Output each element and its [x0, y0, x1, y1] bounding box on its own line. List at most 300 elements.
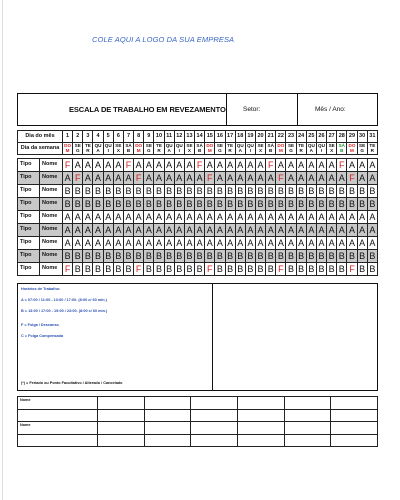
shift-code-cell[interactable]: A: [205, 224, 215, 237]
shift-code-cell[interactable]: B: [63, 250, 73, 263]
shift-code-cell[interactable]: A: [205, 159, 215, 172]
shift-code-cell[interactable]: A: [154, 172, 164, 185]
shift-code-cell[interactable]: B: [276, 185, 286, 198]
shift-code-cell[interactable]: A: [113, 172, 123, 185]
shift-code-cell[interactable]: B: [255, 198, 265, 211]
shift-code-cell[interactable]: B: [134, 185, 144, 198]
employee-name[interactable]: Nome: [40, 237, 63, 250]
shift-code-cell[interactable]: A: [103, 172, 113, 185]
shift-code-cell[interactable]: B: [63, 185, 73, 198]
shift-code-cell[interactable]: B: [123, 250, 133, 263]
shift-code-cell[interactable]: B: [337, 198, 347, 211]
shift-code-cell[interactable]: B: [347, 185, 357, 198]
shift-code-cell[interactable]: F: [347, 263, 357, 276]
shift-code-cell[interactable]: A: [154, 237, 164, 250]
shift-code-cell[interactable]: B: [245, 250, 255, 263]
employee-type[interactable]: Tipo: [18, 198, 40, 211]
shift-code-cell[interactable]: B: [327, 263, 337, 276]
signature-cell[interactable]: [284, 410, 331, 422]
shift-code-cell[interactable]: A: [184, 224, 194, 237]
shift-code-cell[interactable]: A: [93, 237, 103, 250]
shift-code-cell[interactable]: A: [103, 211, 113, 224]
shift-code-cell[interactable]: B: [103, 185, 113, 198]
shift-code-cell[interactable]: B: [113, 185, 123, 198]
shift-code-cell[interactable]: A: [63, 172, 73, 185]
shift-code-cell[interactable]: B: [215, 185, 225, 198]
shift-code-cell[interactable]: B: [164, 263, 174, 276]
shift-code-cell[interactable]: A: [83, 172, 93, 185]
shift-code-cell[interactable]: F: [73, 172, 83, 185]
shift-code-cell[interactable]: A: [347, 237, 357, 250]
signature-cell[interactable]: [98, 410, 145, 422]
shift-code-cell[interactable]: A: [164, 172, 174, 185]
shift-code-cell[interactable]: B: [184, 185, 194, 198]
shift-code-cell[interactable]: B: [93, 185, 103, 198]
shift-code-cell[interactable]: B: [195, 198, 205, 211]
shift-code-cell[interactable]: B: [225, 185, 235, 198]
signature-cell[interactable]: [144, 422, 191, 435]
signature-cell[interactable]: [98, 435, 145, 447]
shift-code-cell[interactable]: A: [266, 237, 276, 250]
signature-cell[interactable]: [284, 435, 331, 447]
shift-code-cell[interactable]: A: [83, 224, 93, 237]
shift-code-cell[interactable]: A: [327, 159, 337, 172]
shift-code-cell[interactable]: A: [113, 224, 123, 237]
shift-code-cell[interactable]: B: [123, 198, 133, 211]
shift-code-cell[interactable]: B: [286, 250, 296, 263]
shift-code-cell[interactable]: A: [195, 211, 205, 224]
shift-code-cell[interactable]: A: [103, 159, 113, 172]
shift-code-cell[interactable]: B: [276, 250, 286, 263]
shift-code-cell[interactable]: B: [174, 263, 184, 276]
shift-code-cell[interactable]: A: [296, 211, 306, 224]
shift-code-cell[interactable]: A: [347, 211, 357, 224]
shift-code-cell[interactable]: B: [73, 198, 83, 211]
shift-code-cell[interactable]: B: [184, 250, 194, 263]
employee-type[interactable]: Tipo: [18, 172, 40, 185]
shift-code-cell[interactable]: A: [286, 211, 296, 224]
shift-code-cell[interactable]: A: [327, 172, 337, 185]
shift-code-cell[interactable]: B: [316, 250, 326, 263]
shift-code-cell[interactable]: B: [225, 250, 235, 263]
shift-code-cell[interactable]: A: [367, 159, 377, 172]
shift-code-cell[interactable]: A: [357, 237, 367, 250]
shift-code-cell[interactable]: A: [245, 211, 255, 224]
shift-code-cell[interactable]: A: [296, 224, 306, 237]
shift-code-cell[interactable]: B: [347, 198, 357, 211]
shift-code-cell[interactable]: B: [296, 198, 306, 211]
shift-code-cell[interactable]: A: [195, 237, 205, 250]
shift-code-cell[interactable]: B: [296, 263, 306, 276]
shift-code-cell[interactable]: B: [327, 198, 337, 211]
signature-cell[interactable]: [331, 422, 378, 435]
shift-code-cell[interactable]: B: [63, 198, 73, 211]
shift-code-cell[interactable]: B: [195, 185, 205, 198]
shift-code-cell[interactable]: A: [63, 224, 73, 237]
shift-code-cell[interactable]: A: [296, 237, 306, 250]
shift-code-cell[interactable]: A: [245, 172, 255, 185]
shift-code-cell[interactable]: A: [225, 224, 235, 237]
shift-code-cell[interactable]: A: [296, 172, 306, 185]
shift-code-cell[interactable]: B: [205, 198, 215, 211]
shift-code-cell[interactable]: F: [134, 172, 144, 185]
shift-code-cell[interactable]: A: [73, 224, 83, 237]
shift-code-cell[interactable]: B: [306, 198, 316, 211]
shift-code-cell[interactable]: A: [73, 237, 83, 250]
shift-code-cell[interactable]: A: [63, 237, 73, 250]
employee-type[interactable]: Tipo: [18, 211, 40, 224]
shift-code-cell[interactable]: A: [255, 237, 265, 250]
shift-code-cell[interactable]: F: [205, 172, 215, 185]
shift-code-cell[interactable]: A: [235, 237, 245, 250]
shift-code-cell[interactable]: A: [306, 172, 316, 185]
shift-code-cell[interactable]: A: [83, 211, 93, 224]
signature-cell[interactable]: [191, 422, 238, 435]
shift-code-cell[interactable]: A: [83, 237, 93, 250]
shift-code-cell[interactable]: A: [357, 159, 367, 172]
shift-code-cell[interactable]: B: [255, 185, 265, 198]
shift-code-cell[interactable]: A: [347, 159, 357, 172]
shift-code-cell[interactable]: A: [245, 237, 255, 250]
shift-code-cell[interactable]: B: [215, 250, 225, 263]
shift-code-cell[interactable]: B: [113, 250, 123, 263]
shift-code-cell[interactable]: B: [113, 198, 123, 211]
shift-code-cell[interactable]: A: [93, 172, 103, 185]
shift-code-cell[interactable]: A: [235, 172, 245, 185]
shift-code-cell[interactable]: B: [245, 198, 255, 211]
shift-code-cell[interactable]: A: [225, 237, 235, 250]
signature-cell[interactable]: [191, 410, 238, 422]
shift-code-cell[interactable]: B: [144, 198, 154, 211]
shift-code-cell[interactable]: B: [154, 198, 164, 211]
shift-code-cell[interactable]: A: [215, 159, 225, 172]
shift-code-cell[interactable]: A: [83, 159, 93, 172]
shift-code-cell[interactable]: A: [184, 211, 194, 224]
employee-name[interactable]: Nome: [40, 263, 63, 276]
shift-code-cell[interactable]: A: [195, 172, 205, 185]
shift-code-cell[interactable]: B: [367, 250, 377, 263]
shift-code-cell[interactable]: A: [316, 211, 326, 224]
shift-code-cell[interactable]: B: [266, 263, 276, 276]
shift-code-cell[interactable]: B: [73, 263, 83, 276]
signature-cell[interactable]: [191, 435, 238, 447]
shift-code-cell[interactable]: B: [164, 250, 174, 263]
shift-code-cell[interactable]: A: [296, 159, 306, 172]
shift-code-cell[interactable]: B: [134, 250, 144, 263]
shift-code-cell[interactable]: A: [327, 224, 337, 237]
shift-code-cell[interactable]: B: [296, 250, 306, 263]
signature-cell[interactable]: [18, 435, 98, 447]
shift-code-cell[interactable]: B: [286, 185, 296, 198]
shift-code-cell[interactable]: B: [357, 185, 367, 198]
shift-code-cell[interactable]: A: [123, 224, 133, 237]
shift-code-cell[interactable]: A: [113, 211, 123, 224]
signature-cell[interactable]: [18, 410, 98, 422]
shift-code-cell[interactable]: A: [255, 224, 265, 237]
signature-cell[interactable]: [191, 397, 238, 410]
shift-code-cell[interactable]: B: [245, 185, 255, 198]
shift-code-cell[interactable]: B: [184, 198, 194, 211]
shift-code-cell[interactable]: B: [195, 250, 205, 263]
shift-code-cell[interactable]: A: [367, 211, 377, 224]
shift-code-cell[interactable]: A: [154, 211, 164, 224]
shift-code-cell[interactable]: B: [327, 185, 337, 198]
shift-code-cell[interactable]: A: [286, 237, 296, 250]
shift-code-cell[interactable]: B: [235, 198, 245, 211]
shift-code-cell[interactable]: B: [337, 250, 347, 263]
shift-code-cell[interactable]: B: [195, 263, 205, 276]
signature-cell[interactable]: [331, 397, 378, 410]
shift-code-cell[interactable]: A: [215, 224, 225, 237]
signature-cell[interactable]: [98, 397, 145, 410]
shift-code-cell[interactable]: A: [113, 159, 123, 172]
signature-cell[interactable]: [237, 397, 284, 410]
shift-code-cell[interactable]: A: [367, 224, 377, 237]
shift-code-cell[interactable]: B: [367, 185, 377, 198]
shift-code-cell[interactable]: A: [276, 211, 286, 224]
shift-code-cell[interactable]: A: [245, 159, 255, 172]
shift-code-cell[interactable]: A: [174, 172, 184, 185]
shift-code-cell[interactable]: B: [215, 198, 225, 211]
shift-code-cell[interactable]: A: [337, 211, 347, 224]
shift-code-cell[interactable]: A: [195, 224, 205, 237]
shift-code-cell[interactable]: A: [306, 237, 316, 250]
shift-code-cell[interactable]: A: [316, 224, 326, 237]
shift-code-cell[interactable]: A: [215, 211, 225, 224]
shift-code-cell[interactable]: A: [174, 237, 184, 250]
shift-code-cell[interactable]: A: [286, 224, 296, 237]
shift-code-cell[interactable]: A: [255, 211, 265, 224]
shift-code-cell[interactable]: F: [266, 159, 276, 172]
shift-code-cell[interactable]: B: [347, 250, 357, 263]
shift-code-cell[interactable]: B: [144, 263, 154, 276]
signature-cell[interactable]: [144, 397, 191, 410]
shift-code-cell[interactable]: A: [144, 172, 154, 185]
shift-code-cell[interactable]: A: [144, 237, 154, 250]
shift-code-cell[interactable]: A: [184, 237, 194, 250]
signature-cell[interactable]: [331, 435, 378, 447]
shift-code-cell[interactable]: B: [266, 185, 276, 198]
shift-code-cell[interactable]: A: [316, 159, 326, 172]
employee-type[interactable]: Tipo: [18, 263, 40, 276]
shift-code-cell[interactable]: B: [367, 263, 377, 276]
shift-code-cell[interactable]: B: [337, 263, 347, 276]
shift-code-cell[interactable]: B: [306, 185, 316, 198]
shift-code-cell[interactable]: A: [134, 159, 144, 172]
shift-code-cell[interactable]: B: [205, 185, 215, 198]
shift-code-cell[interactable]: B: [306, 250, 316, 263]
employee-name[interactable]: Nome: [40, 250, 63, 263]
shift-code-cell[interactable]: A: [93, 159, 103, 172]
employee-name[interactable]: Nome: [40, 211, 63, 224]
shift-code-cell[interactable]: B: [306, 263, 316, 276]
shift-code-cell[interactable]: B: [93, 250, 103, 263]
shift-code-cell[interactable]: A: [276, 237, 286, 250]
signature-cell[interactable]: [237, 435, 284, 447]
shift-code-cell[interactable]: A: [73, 211, 83, 224]
shift-code-cell[interactable]: A: [306, 224, 316, 237]
employee-name[interactable]: Nome: [40, 172, 63, 185]
employee-name[interactable]: Nome: [40, 159, 63, 172]
shift-code-cell[interactable]: A: [113, 237, 123, 250]
shift-code-cell[interactable]: B: [255, 263, 265, 276]
shift-code-cell[interactable]: A: [123, 211, 133, 224]
employee-type[interactable]: Tipo: [18, 159, 40, 172]
shift-code-cell[interactable]: A: [367, 237, 377, 250]
shift-code-cell[interactable]: A: [184, 159, 194, 172]
shift-code-cell[interactable]: A: [103, 237, 113, 250]
shift-code-cell[interactable]: A: [63, 211, 73, 224]
shift-code-cell[interactable]: A: [174, 159, 184, 172]
shift-code-cell[interactable]: B: [154, 263, 164, 276]
signature-cell[interactable]: [331, 410, 378, 422]
shift-code-cell[interactable]: B: [154, 250, 164, 263]
shift-code-cell[interactable]: B: [93, 198, 103, 211]
shift-code-cell[interactable]: A: [93, 211, 103, 224]
shift-code-cell[interactable]: A: [266, 224, 276, 237]
shift-code-cell[interactable]: B: [327, 250, 337, 263]
shift-code-cell[interactable]: A: [205, 211, 215, 224]
shift-code-cell[interactable]: B: [215, 263, 225, 276]
shift-code-cell[interactable]: A: [154, 224, 164, 237]
shift-code-cell[interactable]: A: [144, 211, 154, 224]
shift-code-cell[interactable]: A: [225, 211, 235, 224]
shift-code-cell[interactable]: A: [174, 211, 184, 224]
shift-code-cell[interactable]: B: [144, 185, 154, 198]
shift-code-cell[interactable]: A: [225, 172, 235, 185]
shift-code-cell[interactable]: B: [357, 263, 367, 276]
employee-type[interactable]: Tipo: [18, 185, 40, 198]
shift-code-cell[interactable]: B: [235, 263, 245, 276]
month-year-label[interactable]: Mês / Ano:: [315, 106, 346, 113]
shift-code-cell[interactable]: B: [337, 185, 347, 198]
shift-code-cell[interactable]: A: [357, 211, 367, 224]
shift-code-cell[interactable]: B: [83, 198, 93, 211]
shift-code-cell[interactable]: A: [174, 224, 184, 237]
shift-code-cell[interactable]: A: [134, 224, 144, 237]
employee-type[interactable]: Tipo: [18, 250, 40, 263]
shift-code-cell[interactable]: A: [73, 159, 83, 172]
shift-code-cell[interactable]: A: [316, 172, 326, 185]
sector-label[interactable]: Setor:: [243, 106, 261, 113]
shift-code-cell[interactable]: B: [123, 263, 133, 276]
shift-code-cell[interactable]: B: [103, 198, 113, 211]
shift-code-cell[interactable]: A: [235, 211, 245, 224]
shift-code-cell[interactable]: B: [73, 250, 83, 263]
shift-code-cell[interactable]: A: [103, 224, 113, 237]
shift-code-cell[interactable]: B: [255, 250, 265, 263]
shift-code-cell[interactable]: A: [144, 224, 154, 237]
shift-code-cell[interactable]: A: [337, 224, 347, 237]
signature-cell[interactable]: [98, 422, 145, 435]
shift-code-cell[interactable]: B: [83, 263, 93, 276]
shift-code-cell[interactable]: B: [83, 185, 93, 198]
shift-code-cell[interactable]: B: [296, 185, 306, 198]
shift-code-cell[interactable]: B: [174, 250, 184, 263]
shift-code-cell[interactable]: B: [316, 185, 326, 198]
shift-code-cell[interactable]: B: [154, 185, 164, 198]
shift-code-cell[interactable]: B: [103, 263, 113, 276]
shift-code-cell[interactable]: B: [144, 250, 154, 263]
shift-code-cell[interactable]: B: [357, 198, 367, 211]
shift-code-cell[interactable]: A: [215, 172, 225, 185]
shift-code-cell[interactable]: B: [113, 263, 123, 276]
shift-code-cell[interactable]: B: [73, 185, 83, 198]
shift-code-cell[interactable]: A: [164, 159, 174, 172]
shift-code-cell[interactable]: A: [347, 224, 357, 237]
shift-code-cell[interactable]: A: [164, 224, 174, 237]
shift-code-cell[interactable]: A: [184, 172, 194, 185]
shift-code-cell[interactable]: F: [347, 172, 357, 185]
shift-code-cell[interactable]: A: [266, 211, 276, 224]
shift-code-cell[interactable]: A: [327, 237, 337, 250]
shift-code-cell[interactable]: F: [63, 263, 73, 276]
shift-code-cell[interactable]: B: [235, 185, 245, 198]
signature-cell[interactable]: [237, 422, 284, 435]
shift-code-cell[interactable]: B: [286, 263, 296, 276]
shift-code-cell[interactable]: B: [367, 198, 377, 211]
shift-code-cell[interactable]: A: [164, 211, 174, 224]
shift-code-cell[interactable]: B: [235, 250, 245, 263]
shift-code-cell[interactable]: F: [123, 159, 133, 172]
shift-code-cell[interactable]: A: [154, 159, 164, 172]
shift-code-cell[interactable]: A: [144, 159, 154, 172]
shift-code-cell[interactable]: A: [225, 159, 235, 172]
shift-code-cell[interactable]: B: [184, 263, 194, 276]
shift-code-cell[interactable]: A: [215, 237, 225, 250]
shift-code-cell[interactable]: A: [134, 211, 144, 224]
shift-code-cell[interactable]: A: [286, 172, 296, 185]
shift-code-cell[interactable]: F: [337, 159, 347, 172]
shift-code-cell[interactable]: F: [134, 263, 144, 276]
shift-code-cell[interactable]: A: [306, 159, 316, 172]
employee-name[interactable]: Nome: [40, 185, 63, 198]
signature-cell[interactable]: [284, 397, 331, 410]
shift-code-cell[interactable]: A: [164, 237, 174, 250]
shift-code-cell[interactable]: A: [276, 224, 286, 237]
shift-code-cell[interactable]: A: [286, 159, 296, 172]
shift-code-cell[interactable]: B: [225, 263, 235, 276]
shift-code-cell[interactable]: B: [316, 263, 326, 276]
employee-type[interactable]: Tipo: [18, 224, 40, 237]
shift-code-cell[interactable]: A: [255, 159, 265, 172]
shift-code-cell[interactable]: B: [286, 198, 296, 211]
shift-code-cell[interactable]: F: [276, 263, 286, 276]
shift-code-cell[interactable]: B: [164, 198, 174, 211]
shift-code-cell[interactable]: A: [123, 172, 133, 185]
shift-code-cell[interactable]: A: [327, 211, 337, 224]
shift-code-cell[interactable]: B: [266, 250, 276, 263]
shift-code-cell[interactable]: B: [245, 263, 255, 276]
shift-code-cell[interactable]: A: [276, 159, 286, 172]
shift-code-cell[interactable]: F: [63, 159, 73, 172]
shift-code-cell[interactable]: B: [266, 198, 276, 211]
shift-code-cell[interactable]: B: [357, 250, 367, 263]
shift-code-cell[interactable]: B: [164, 185, 174, 198]
shift-code-cell[interactable]: F: [195, 159, 205, 172]
shift-code-cell[interactable]: A: [337, 172, 347, 185]
shift-code-cell[interactable]: A: [266, 172, 276, 185]
employee-name[interactable]: Nome: [40, 198, 63, 211]
shift-code-cell[interactable]: F: [205, 263, 215, 276]
signature-cell[interactable]: [144, 410, 191, 422]
shift-code-cell[interactable]: A: [316, 237, 326, 250]
shift-code-cell[interactable]: A: [245, 224, 255, 237]
shift-code-cell[interactable]: A: [235, 159, 245, 172]
shift-code-cell[interactable]: B: [123, 185, 133, 198]
employee-type[interactable]: Tipo: [18, 237, 40, 250]
shift-code-cell[interactable]: B: [205, 250, 215, 263]
